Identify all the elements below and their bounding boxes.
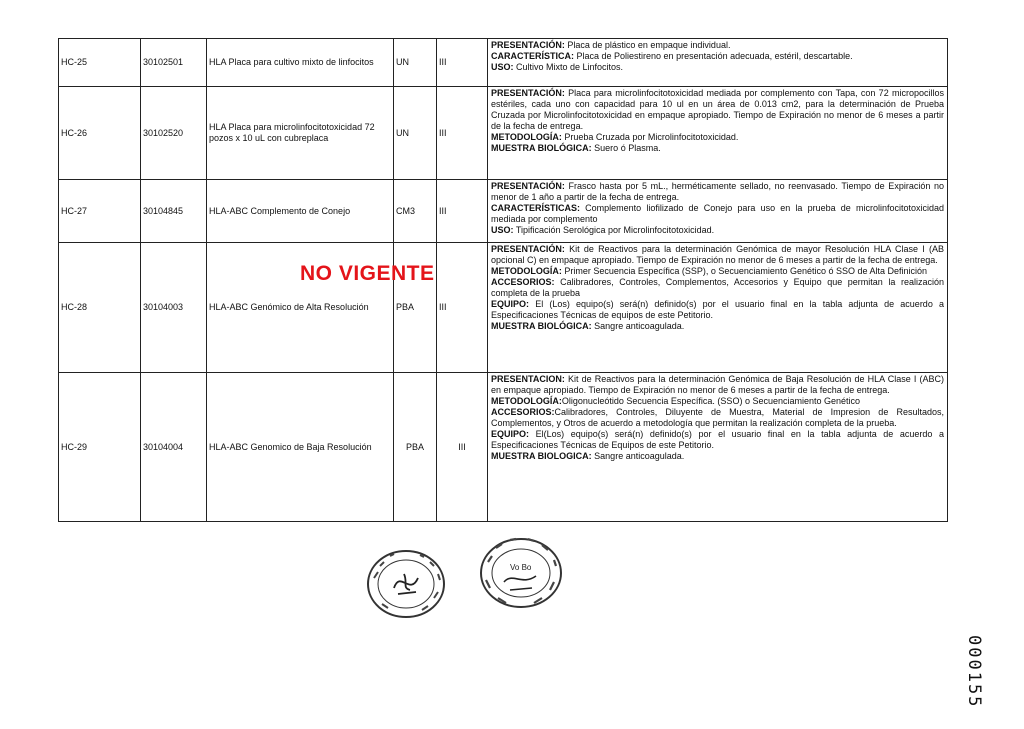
description-line — [491, 225, 944, 236]
level-cell: III — [437, 180, 488, 243]
description-label: METODOLOGÍA: — [491, 266, 562, 276]
item-name-cell: HLA Placa para microlinfocitotoxicidad 72 pozos x 10 uL con cubreplaca — [207, 87, 394, 180]
table-row — [59, 180, 948, 243]
description-text: Primer Secuencia Específica (SSP), o Secuenciamiento Genético ó SSO de Alta Definición — [561, 266, 928, 276]
description-label: CARACTERÍSTICA: — [491, 51, 574, 61]
description-label: PRESENTACIÓN: — [491, 244, 565, 254]
description-line — [491, 277, 944, 299]
table-row — [59, 87, 948, 180]
description-line — [491, 203, 944, 225]
item-code-cell: HC-26 — [59, 87, 141, 180]
description-text: Oligonucleótido Secuencia Específica. (SSO) o Secuenciamiento Genético — [561, 396, 861, 406]
item-code-cell: HC-29 — [59, 373, 141, 522]
description-label: PRESENTACION: — [491, 374, 565, 384]
description-line — [491, 451, 944, 462]
description-text: Cultivo Mixto de Linfocitos. — [513, 62, 624, 72]
stamp-right-text: Vo Bo — [510, 563, 532, 572]
description-text: Sangre anticoagulada. — [591, 321, 685, 331]
description-line — [491, 299, 944, 321]
description-line — [491, 181, 944, 203]
item-number-cell: 30102520 — [141, 87, 207, 180]
description-label: PRESENTACIÓN: — [491, 181, 565, 191]
description-label: ACCESORIOS: — [491, 277, 555, 287]
description-line — [491, 143, 944, 154]
description-text: Frasco hasta por 5 mL., herméticamente sellado, no reenvasado. Tiempo de Expiración no menor de 1 año a partir de la fecha de entrega. — [491, 181, 944, 202]
table-row — [59, 373, 948, 522]
item-number-cell: 30104845 — [141, 180, 207, 243]
item-number-cell: 30104004 — [141, 373, 207, 522]
unit-cell: PBA — [394, 243, 437, 373]
description-cell — [488, 39, 948, 87]
item-name-cell: HLA-ABC Complemento de Conejo — [207, 180, 394, 243]
level-cell: III — [437, 243, 488, 373]
specs-table — [58, 38, 948, 522]
unit-cell: CM3 — [394, 180, 437, 243]
table-row — [59, 39, 948, 87]
description-label: CARACTERÍSTICAS: — [491, 203, 580, 213]
item-number-cell: 30104003 — [141, 243, 207, 373]
description-text: Placa para microlinfocitotoxicidad mediada por complemento con Tapa, con 72 micropocillos estériles, cada uno con capacidad para 10 ul en un área de 0.013 cm2, para la determinación de Prueba Cruzada por Microlinfocitotoxicidad en empaque apropiado. Tiempo de Expiración no menor de 6 meses a partir de la fecha de entrega. — [491, 88, 944, 131]
right-seal-stamp — [478, 536, 564, 610]
description-label: USO: — [491, 62, 514, 72]
description-label: EQUIPO: — [491, 299, 530, 309]
description-line — [491, 62, 944, 73]
description-cell — [488, 373, 948, 522]
description-label: EQUIPO: — [491, 429, 530, 439]
description-text: Calibradores, Controles, Diluyente de Muestra, Material de Impresion de Resultados, Complementos, y Otros de acuerdo a metodología que permitan la realización completa de la prueba. — [491, 407, 944, 428]
unit-cell: UN — [394, 87, 437, 180]
description-line — [491, 407, 944, 429]
description-label: MUESTRA BIOLOGICA: — [491, 451, 592, 461]
description-line — [491, 429, 944, 451]
level-cell: III — [437, 373, 488, 522]
description-line — [491, 244, 944, 266]
description-line — [491, 132, 944, 143]
description-text: Placa de plástico en empaque individual. — [564, 40, 731, 50]
description-label: MUESTRA BIOLÓGICA: — [491, 143, 592, 153]
page-number: 000155 — [964, 635, 984, 709]
description-cell — [488, 180, 948, 243]
description-label: PRESENTACIÓN: — [491, 88, 565, 98]
description-text: Prueba Cruzada por Microlinfocitotoxicidad. — [561, 132, 739, 142]
description-label: USO: — [491, 225, 514, 235]
description-label: ACCESORIOS: — [491, 407, 555, 417]
level-cell: III — [437, 87, 488, 180]
description-line — [491, 396, 944, 407]
description-text: Suero ó Plasma. — [591, 143, 661, 153]
item-name-cell: HLA-ABC Genomico de Baja Resolución — [207, 373, 394, 522]
description-label: MUESTRA BIOLÓGICA: — [491, 321, 592, 331]
item-code-cell: HC-27 — [59, 180, 141, 243]
description-line — [491, 374, 944, 396]
item-number-cell: 30102501 — [141, 39, 207, 87]
description-line — [491, 88, 944, 132]
unit-cell: PBA — [394, 373, 437, 522]
description-text: Sangre anticoagulada. — [591, 451, 685, 461]
item-code-cell: HC-25 — [59, 39, 141, 87]
description-text: Kit de Reactivos para la determinación Genómica de Baja Resolución de HLA Clase I (ABC) en empaque apropiado. Tiempo de Expiración no menor de 6 meses a partir de la fecha de entrega. — [491, 374, 944, 395]
description-text: Kit de Reactivos para la determinación Genómica de mayor Resolución HLA Clase I (AB opcional C) en empaque apropiado. Tiempo de Expiración no menor de 6 meses a partir de la fecha de entrega. — [491, 244, 944, 265]
description-cell — [488, 87, 948, 180]
description-line — [491, 321, 944, 332]
table-row — [59, 243, 948, 373]
description-text: Placa de Poliestireno en presentación adecuada, estéril, descartable. — [574, 51, 853, 61]
description-line — [491, 40, 944, 51]
description-text: El (Los) equipo(s) será(n) definido(s) por el usuario final en la tabla adjunta de acuerdo a Especificaciones Técnicas de equipos de este Petitorio. — [491, 299, 944, 320]
description-text: Complemento liofilizado de Conejo para uso en la prueba de microlinfocitotoxicidad mediada por complemento — [491, 203, 944, 224]
description-label: METODOLOGÍA: — [491, 132, 562, 142]
description-text: Tipificación Serológica por Microlinfocitotoxicidad. — [513, 225, 715, 235]
description-line — [491, 51, 944, 62]
description-cell — [488, 243, 948, 373]
item-name-cell: HLA Placa para cultivo mixto de linfocitos — [207, 39, 394, 87]
no-vigente-watermark: NO VIGENTE — [300, 262, 435, 285]
unit-cell: UN — [394, 39, 437, 87]
description-text: El(Los) equipo(s) será(n) definido(s) por el usuario final en la tabla adjunta de acuerdo a Especificaciones Técnicas de Equipos de este Petitorio. — [491, 429, 944, 450]
left-seal-stamp — [364, 548, 448, 620]
description-text: Calibradores, Controles, Complementos, Accesorios y Equipo que permitan la realización completa de la prueba — [491, 277, 944, 298]
description-label: METODOLOGÍA: — [491, 396, 562, 406]
item-name-cell: HLA-ABC Genómico de Alta Resolución — [207, 243, 394, 373]
level-cell: III — [437, 39, 488, 87]
item-code-cell: HC-28 — [59, 243, 141, 373]
description-line — [491, 266, 944, 277]
description-label: PRESENTACIÓN: — [491, 40, 565, 50]
